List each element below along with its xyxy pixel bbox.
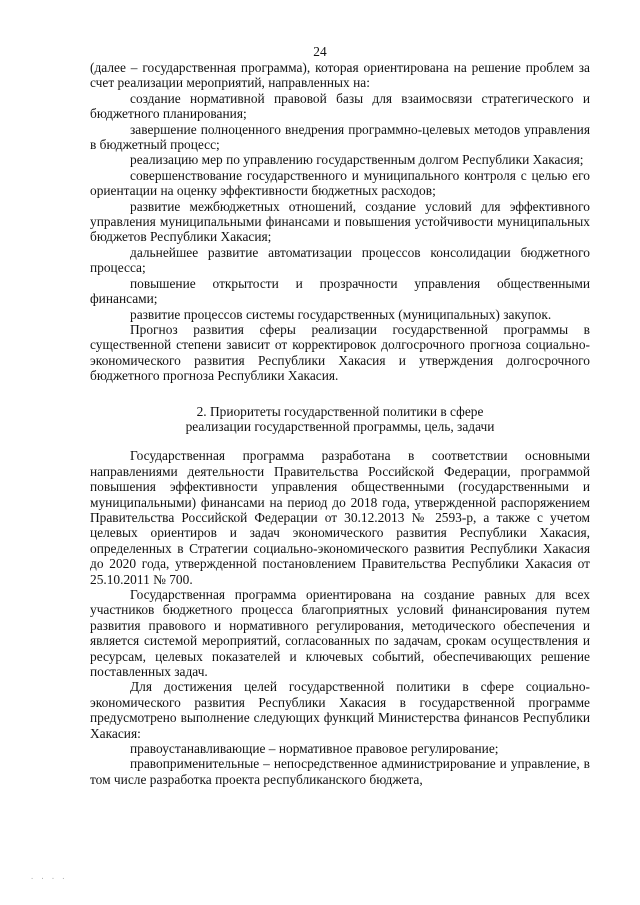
list-item: правоустанавливающие – нормативное правовое регулирование; (130, 741, 499, 757)
list-item: дальнейшее развитие автоматизации процессов консолидации бюджетного процесса; (90, 244, 590, 276)
document-body (90, 60, 590, 787)
section-heading-line-1: 2. Приоритеты государственной политики в сфере (196, 403, 484, 419)
list-item: развитие межбюджетных отношений, создание условий для эффективного управления муниципальными финансами и повышения устойчивости муниципальных бюджетов Республики Хакасия; (90, 198, 590, 245)
list-item: завершение полноценного внедрения программно-целевых методов управления в бюджетный процесс; (90, 121, 590, 153)
list-item: развитие процессов системы государственных (муниципальных) закупок. (130, 306, 552, 322)
paragraph: Для достижения целей государственной политики в сфере социально-экономического развития Республики Хакасия в государственной программе предусмотрено выполнение следующих функций Министерства финансов Республики Хакасия: (90, 679, 590, 741)
list-item: совершенствование государственного и муниципального контроля с целью его ориентации на оценку эффективности бюджетных расходов; (90, 167, 590, 199)
paragraph: (далее – государственная программа), которая ориентирована на решение проблем за счет реализации мероприятий, направленных на: (90, 60, 590, 91)
paragraph: Государственная программа ориентирована на создание равных для всех участников бюджетного процесса благоприятных условий финансирования путем развития правового и нормативного регулирования, методического обеспечения и является системой мероприятий, согласованных по задачам, срокам осуществления и ресурсам, целевых показателей и ключевых событий, обеспечивающих решение поставленных задач. (90, 587, 590, 680)
list-item: реализацию мер по управлению государственным долгом Республики Хакасия; (130, 152, 584, 168)
list-item: создание нормативной правовой базы для взаимосвязи стратегического и бюджетного планирования; (90, 90, 590, 122)
page-number: 24 (313, 44, 327, 59)
list-item: правоприменительные – непосредственное администрирование и управление, в том числе разработка проекта республиканского бюджета, (90, 756, 590, 787)
paragraph: Прогноз развития сферы реализации государственной программы в существенной степени зависит от корректировок долгосрочного прогноза социально-экономического развития Республики Хакасия и утверждения долгосрочного бюджетного прогноза Республики Хакасия. (90, 321, 590, 384)
list-item: повышение открытости и прозрачности управления общественными финансами; (90, 275, 590, 307)
paragraph: Государственная программа разработана в соответствии основными направлениями деятельности Правительства Российской Федерации, программой повышения эффективности управления общественными (государственными и муниципальными) финансами на период до 2018 года, утвержденной распоряжением Правительства Российской Федерации от 30.12.2013 № 2593-р, а также с учетом целевых ориентиров и задач экономического развития Республики Хакасия, определенных в Стратегии социально-экономического развития Республики Хакасия до 2020 года, утвержденной постановлением Правительства Республики Хакасия от 25.10.2011 № 700. (90, 448, 590, 587)
scan-mark: · · · · (30, 875, 67, 883)
section-heading-line-2: реализации государственной программы, цель, задачи (185, 418, 495, 434)
